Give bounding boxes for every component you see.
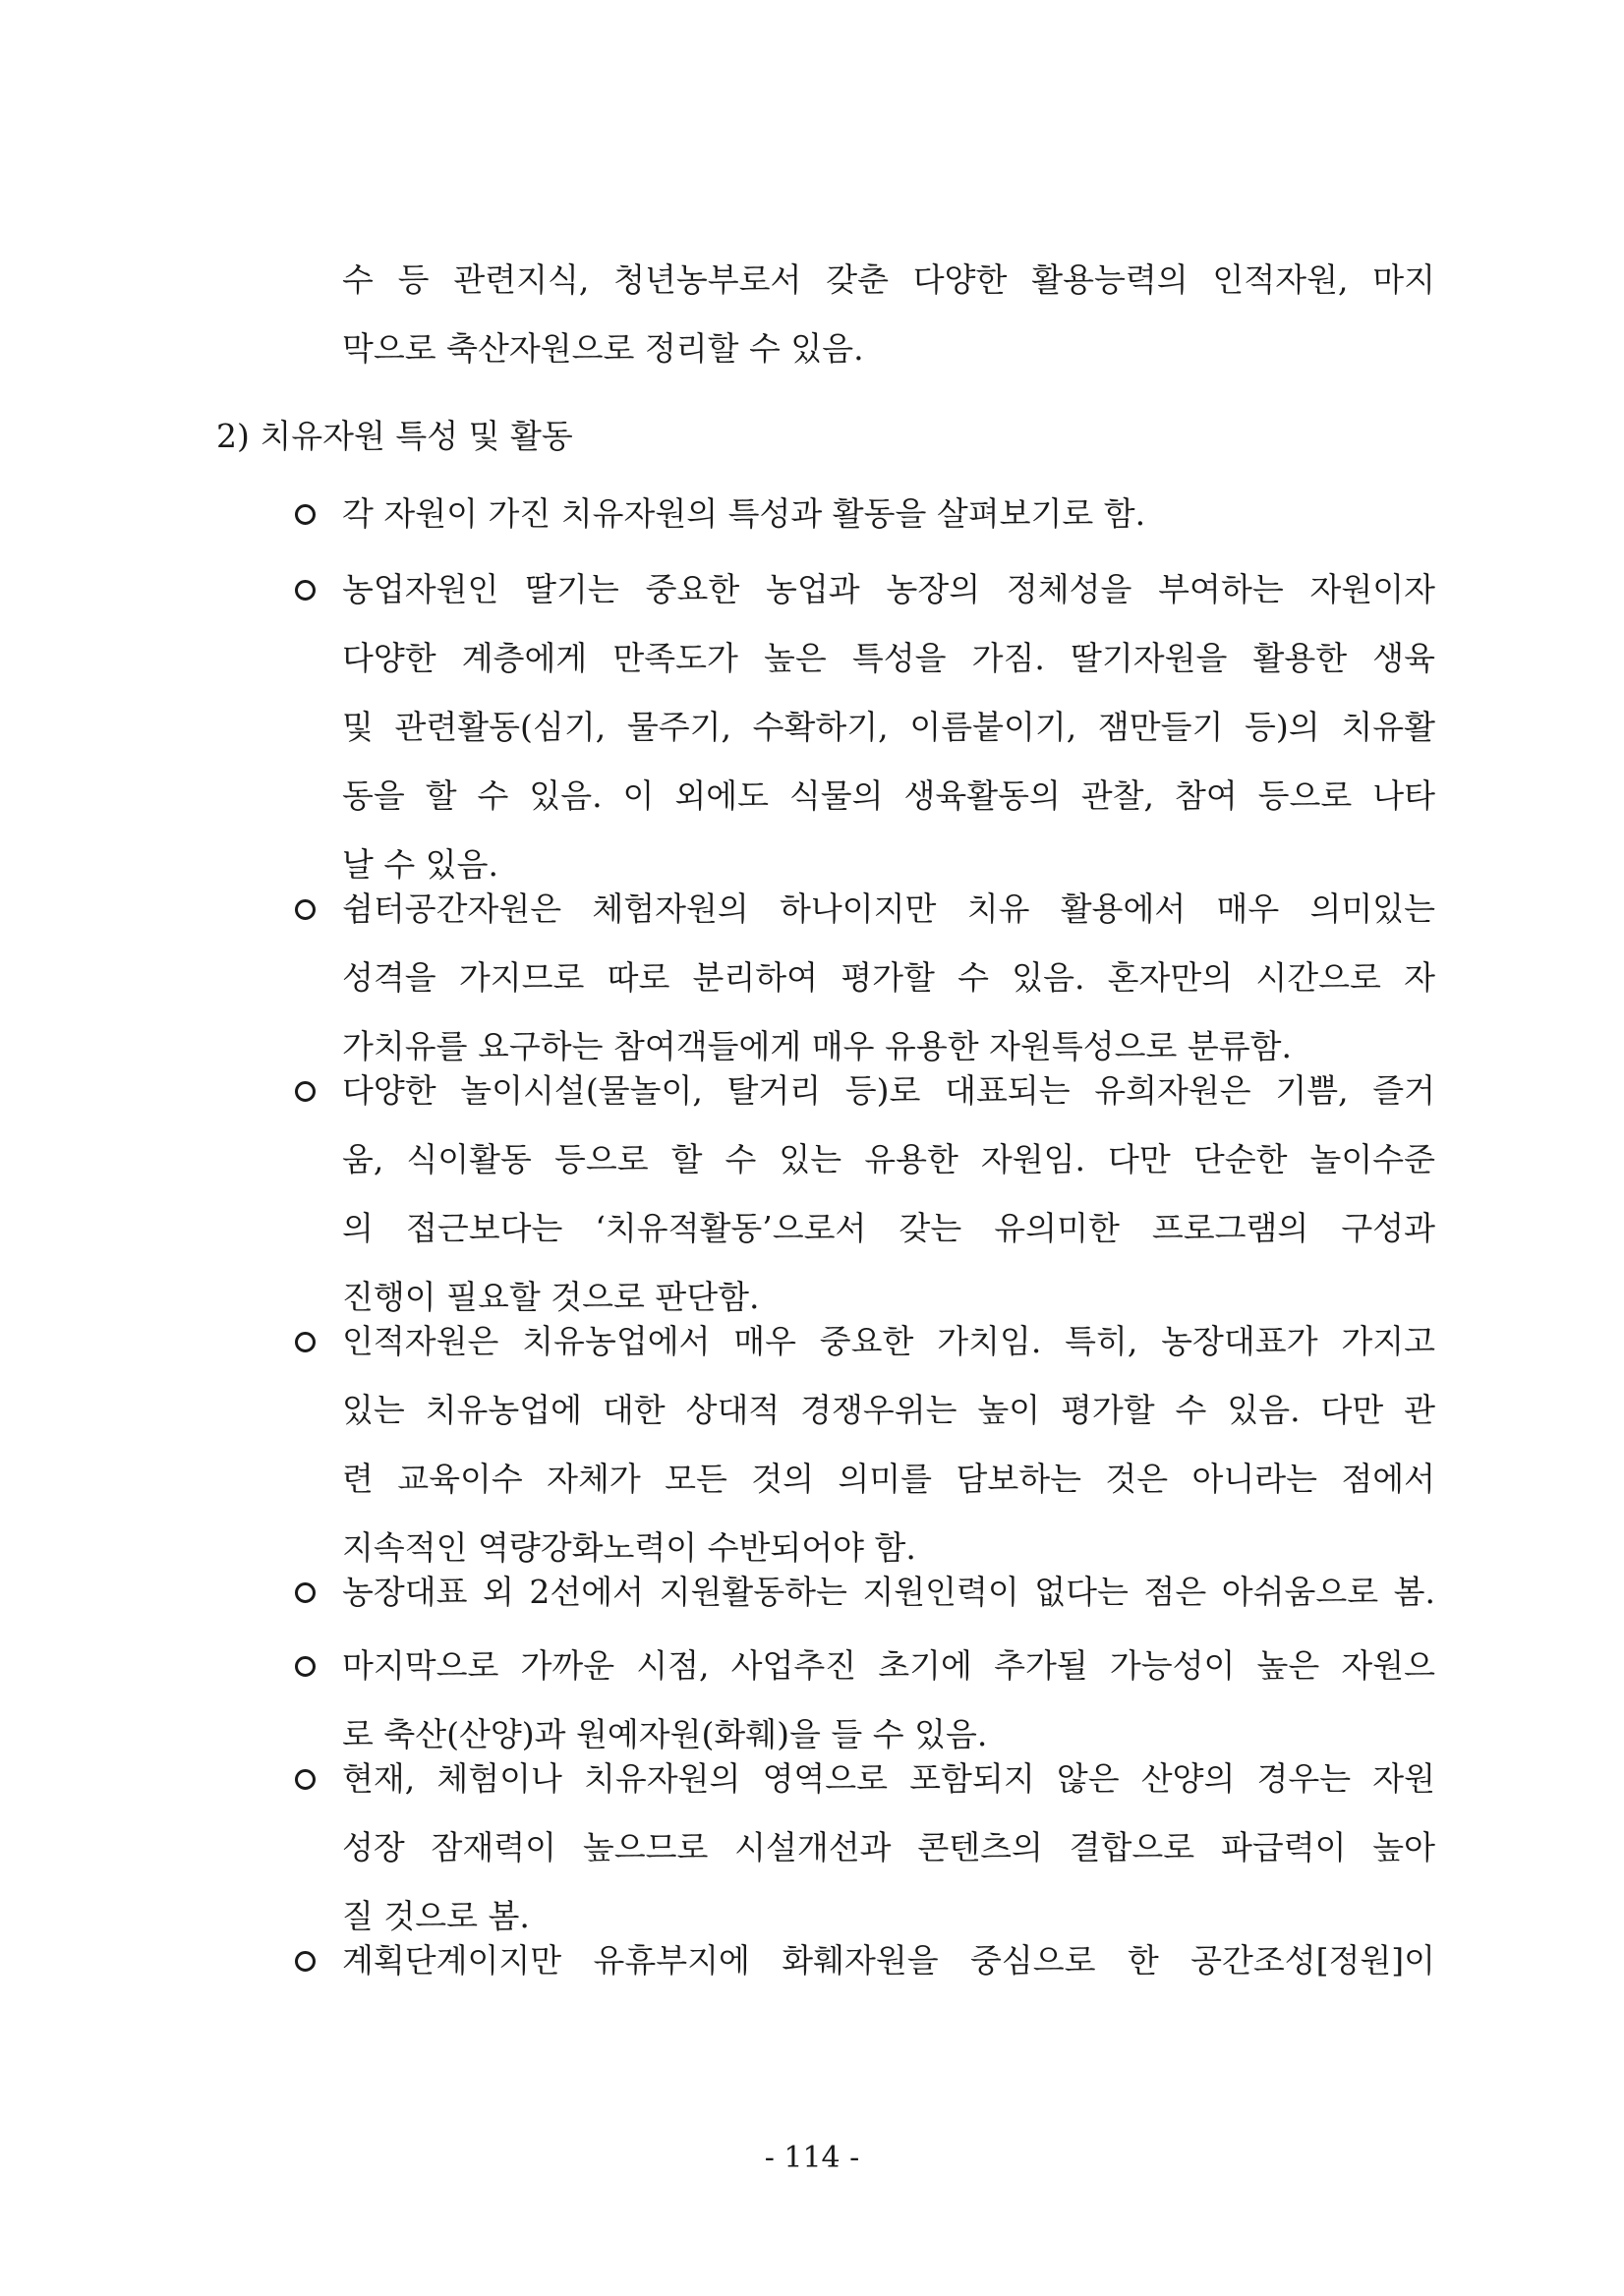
bullet-line: 다양한 놀이시설(물놀이, 탈거리 등)로 대표되는 유희자원은 기쁨, 즐거 bbox=[342, 1071, 1435, 1110]
circle-bullet-icon bbox=[295, 580, 316, 601]
section-heading: 2) 치유자원 특성 및 활동 bbox=[216, 417, 573, 455]
bullet-line: 날 수 있음. bbox=[342, 845, 498, 884]
bullet-line: 의 접근보다는 ‘치유적활동’으로서 갖는 유의미한 프로그램의 구성과 bbox=[342, 1209, 1435, 1247]
circle-bullet-icon bbox=[295, 1582, 316, 1603]
bullet-line: 로 축산(산양)과 원예자원(화훼)을 들 수 있음. bbox=[342, 1715, 988, 1753]
bullet-line: 계획단계이지만 유휴부지에 화훼자원을 중심으로 한 공간조성[정원]이 bbox=[342, 1941, 1435, 1980]
bullet-line: 각 자원이 가진 치유자원의 특성과 활동을 살펴보기로 함. bbox=[342, 494, 1146, 533]
bullet-line: 쉼터공간자원은 체험자원의 하나이지만 치유 활용에서 매우 의미있는 bbox=[342, 890, 1435, 928]
circle-bullet-icon bbox=[295, 1769, 316, 1790]
bullet-line: 농장대표 외 2선에서 지원활동하는 지원인력이 없다는 점은 아쉬움으로 봄. bbox=[342, 1573, 1435, 1611]
bullet-line: 다양한 계층에게 만족도가 높은 특성을 가짐. 딸기자원을 활용한 생육 bbox=[342, 639, 1435, 677]
continuation-line: 수 등 관련지식, 청년농부로서 갖춘 다양한 활용능력의 인적자원, 마지 bbox=[342, 260, 1435, 299]
bullet-line: 진행이 필요할 것으로 판단함. bbox=[342, 1278, 760, 1316]
circle-bullet-icon bbox=[295, 1332, 316, 1352]
bullet-line: 있는 치유농업에 대한 상대적 경쟁우위는 높이 평가할 수 있음. 다만 관 bbox=[342, 1391, 1435, 1429]
bullet-line: 성장 잠재력이 높으므로 시설개선과 콘텐츠의 결합으로 파급력이 높아 bbox=[342, 1828, 1435, 1866]
bullet-line: 현재, 체험이나 치유자원의 영역으로 포함되지 않은 산양의 경우는 자원 bbox=[342, 1759, 1435, 1798]
circle-bullet-icon bbox=[295, 1656, 316, 1677]
continuation-line: 막으로 축산자원으로 정리할 수 있음. bbox=[342, 329, 864, 368]
bullet-line: 농업자원인 딸기는 중요한 농업과 농장의 정체성을 부여하는 자원이자 bbox=[342, 570, 1435, 608]
circle-bullet-icon bbox=[295, 1951, 316, 1972]
circle-bullet-icon bbox=[295, 899, 316, 920]
bullet-line: 련 교육이수 자체가 모든 것의 의미를 담보하는 것은 아니라는 점에서 bbox=[342, 1460, 1435, 1498]
bullet-line: 인적자원은 치유농업에서 매우 중요한 가치임. 특히, 농장대표가 가지고 bbox=[342, 1322, 1435, 1360]
bullet-line: 가치유를 요구하는 참여객들에게 매우 유용한 자원특성으로 분류함. bbox=[342, 1027, 1293, 1065]
bullet-line: 움, 식이활동 등으로 할 수 있는 유용한 자원임. 다만 단순한 놀이수준 bbox=[342, 1140, 1435, 1178]
bullet-line: 지속적인 역량강화노력이 수반되어야 함. bbox=[342, 1528, 916, 1567]
page-number: - 114 - bbox=[764, 2141, 860, 2175]
bullet-line: 마지막으로 가까운 시점, 사업추진 초기에 추가될 가능성이 높은 자원으 bbox=[342, 1646, 1435, 1685]
circle-bullet-icon bbox=[295, 1081, 316, 1102]
bullet-line: 질 것으로 봄. bbox=[342, 1897, 530, 1935]
circle-bullet-icon bbox=[295, 504, 316, 525]
bullet-line: 및 관련활동(심기, 물주기, 수확하기, 이름붙이기, 잼만들기 등)의 치유활 bbox=[342, 708, 1435, 746]
bullet-line: 동을 할 수 있음. 이 외에도 식물의 생육활동의 관찰, 참여 등으로 나타 bbox=[342, 776, 1435, 815]
bullet-line: 성격을 가지므로 따로 분리하여 평가할 수 있음. 혼자만의 시간으로 자 bbox=[342, 958, 1435, 997]
